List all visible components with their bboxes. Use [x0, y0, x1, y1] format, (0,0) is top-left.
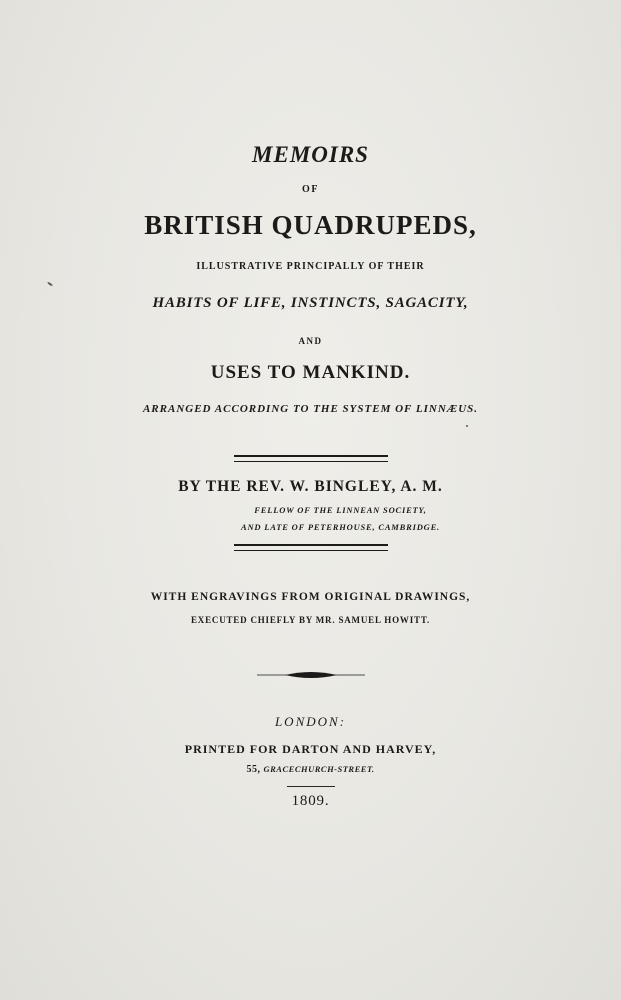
imprint-city: LONDON: [274, 714, 347, 729]
double-rule-divider [234, 455, 388, 462]
imprint-address [0, 764, 621, 775]
author-line: BY THE REV. W. BINGLEY, A. M. [178, 478, 443, 495]
subtitle-illustrative: ILLUSTRATIVE PRINCIPALLY OF THEIR [196, 261, 425, 272]
double-rule-divider [234, 544, 388, 551]
executed-line: EXECUTED CHIEFLY BY MR. SAMUEL HOWITT. [190, 615, 431, 625]
imprint-printer: PRINTED FOR DARTON AND HARVEY, [184, 742, 437, 756]
street-name: GRACECHURCH-STREET. [263, 764, 375, 774]
subtitle-and: AND [298, 336, 323, 346]
subtitle-habits: HABITS OF LIFE, INSTINCTS, SAGACITY, [152, 295, 469, 311]
paper-speck [466, 425, 468, 427]
title-of: OF [302, 184, 319, 195]
street-number: 55, [246, 764, 261, 775]
subtitle-uses: USES TO MANKIND. [210, 362, 411, 383]
author-affiliation-fellow: FELLOW OF THE LINNEAN SOCIETY, [254, 505, 427, 515]
imprint-year: 1809. [291, 793, 330, 809]
author-affiliation-late: AND LATE OF PETERHOUSE, CAMBRIDGE. [241, 522, 440, 532]
main-title: BRITISH QUADRUPEDS, [144, 210, 477, 240]
ornamental-rule [257, 669, 365, 681]
engravings-line: WITH ENGRAVINGS FROM ORIGINAL DRAWINGS, [150, 591, 471, 603]
subtitle-arranged: ARRANGED ACCORDING TO THE SYSTEM OF LINNÆUS. [142, 403, 479, 415]
year-rule [287, 786, 335, 787]
title-memoirs: MEMOIRS [252, 142, 369, 167]
paper-speck [47, 281, 53, 286]
